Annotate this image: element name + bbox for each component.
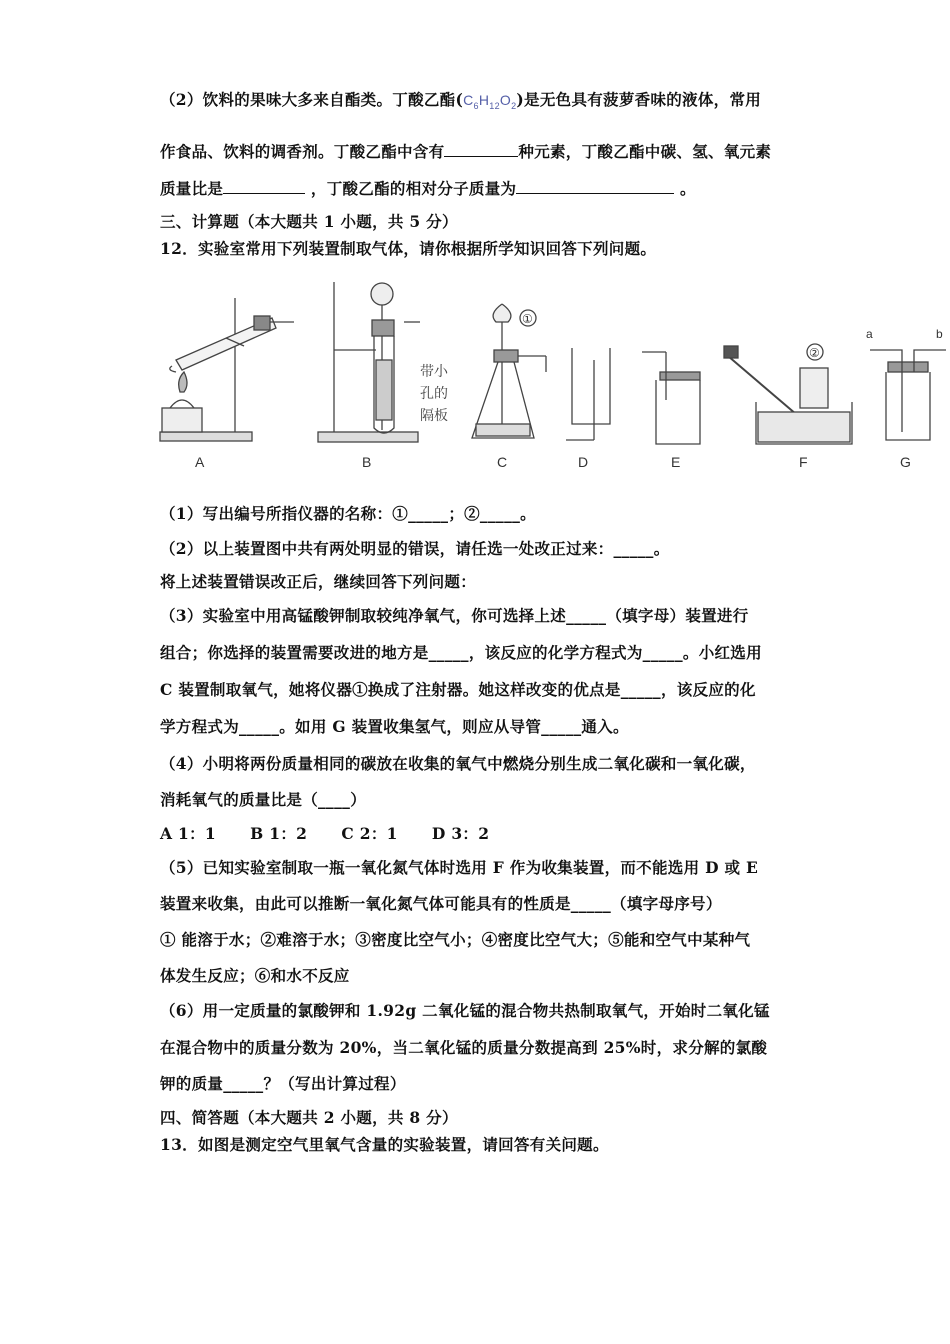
q13-stem: 13．如图是测定空气里氧气含量的实验装置，请回答有关问题。	[160, 1135, 609, 1154]
q12-part-3-line-2: 组合；你选择的装置需要改进的地方是_____，该反应的化学方程式为_____。小红选用	[160, 643, 762, 662]
section-3-heading: 三、计算题（本大题共 1 小题，共 5 分）	[160, 212, 458, 231]
label-d: D	[578, 454, 589, 470]
q12-part-3-line-3: C 装置制取氧气，她将仪器①换成了注射器。她这样改变的优点是_____，该反应的化	[160, 680, 756, 699]
b-note-line-1: 带小	[420, 364, 448, 380]
q12-part-6-line-3: 钾的质量_____？（写出计算过程）	[160, 1074, 406, 1093]
q12-part-5-line-3: ① 能溶于水；②难溶于水；③密度比空气小；④密度比空气大；⑤能和空气中某种气	[160, 930, 751, 949]
b-note-line-2: 孔的	[420, 386, 448, 402]
q12-part-1: （1）写出编号所指仪器的名称：①_____；②_____。	[160, 504, 536, 523]
label-f: F	[799, 454, 808, 470]
label-b: B	[362, 454, 372, 470]
q11-line-3: 质量比是 ，丁酸乙酯的相对分子质量为 。	[160, 179, 696, 198]
q12-part-3-line-1: （3）实验室中用高锰酸钾制取较纯净氧气，你可选择上述_____（填字母）装置进行	[160, 606, 749, 625]
b-note-line-3: 隔板	[420, 408, 448, 424]
q12-part-4-line-2: 消耗氧气的质量比是（____）	[160, 790, 367, 809]
q12-part-6-line-2: 在混合物中的质量分数为 20%，当二氧化锰的质量分数提高到 25%时，求分解的氯酸	[160, 1038, 768, 1057]
q11-line-2: 作食品、饮料的调香剂。丁酸乙酯中含有 种元素，丁酸乙酯中碳、氢、氧元素	[160, 142, 772, 161]
q12-part-6-line-1: （6）用一定质量的氯酸钾和 1.92g 二氧化锰的混合物共热制取氧气，开始时二氧化锰	[160, 1001, 770, 1020]
q12-part-5-line-2: 装置来收集，由此可以推断一氧化氮气体可能具有的性质是_____（填字母序号）	[160, 894, 722, 913]
label-e: E	[671, 454, 681, 470]
q12-part-5-line-4: 体发生反应；⑥和水不反应	[160, 966, 350, 985]
q12-part-4-options: A 1：1 B 1：2 C 2：1 D 3：2	[160, 824, 490, 843]
q12-mid-note: 将上述装置错误改正后，继续回答下列问题：	[160, 572, 477, 591]
q11-text-1a: （2）饮料的果味大多来自酯类。丁酸乙酯(	[160, 90, 464, 109]
port-a-label: a	[866, 327, 873, 341]
q12-part-4-line-1: （4）小明将两份质量相同的碳放在收集的氧气中燃烧分别生成二氧化碳和一氧化碳，	[160, 754, 756, 773]
chem-formula: $C_6H_{12}O_2$	[463, 92, 517, 111]
marker-circle-2: ②	[809, 346, 820, 360]
marker-circle-1: ①	[522, 312, 533, 326]
port-b-label: b	[936, 327, 943, 341]
q11-text-1b: )是无色具有菠萝香味的液体，常用	[516, 90, 762, 109]
q12-part-2: （2）以上装置图中共有两处明显的错误，请任选一处改正过来：_____。	[160, 539, 670, 558]
section-4-heading: 四、简答题（本大题共 2 小题，共 8 分）	[160, 1108, 458, 1127]
q12-part-3-line-4: 学方程式为_____。如用 G 装置收集氢气，则应从导管_____通入。	[160, 717, 629, 736]
q12-part-5-line-1: （5）已知实验室制取一瓶一氧化氮气体时选用 F 作为收集装置，而不能选用 D 或 E	[160, 858, 759, 877]
q12-stem: 12．实验室常用下列装置制取气体，请你根据所学知识回答下列问题。	[160, 239, 657, 258]
label-c: C	[497, 454, 508, 470]
label-a: A	[195, 454, 205, 470]
label-g: G	[900, 454, 911, 470]
